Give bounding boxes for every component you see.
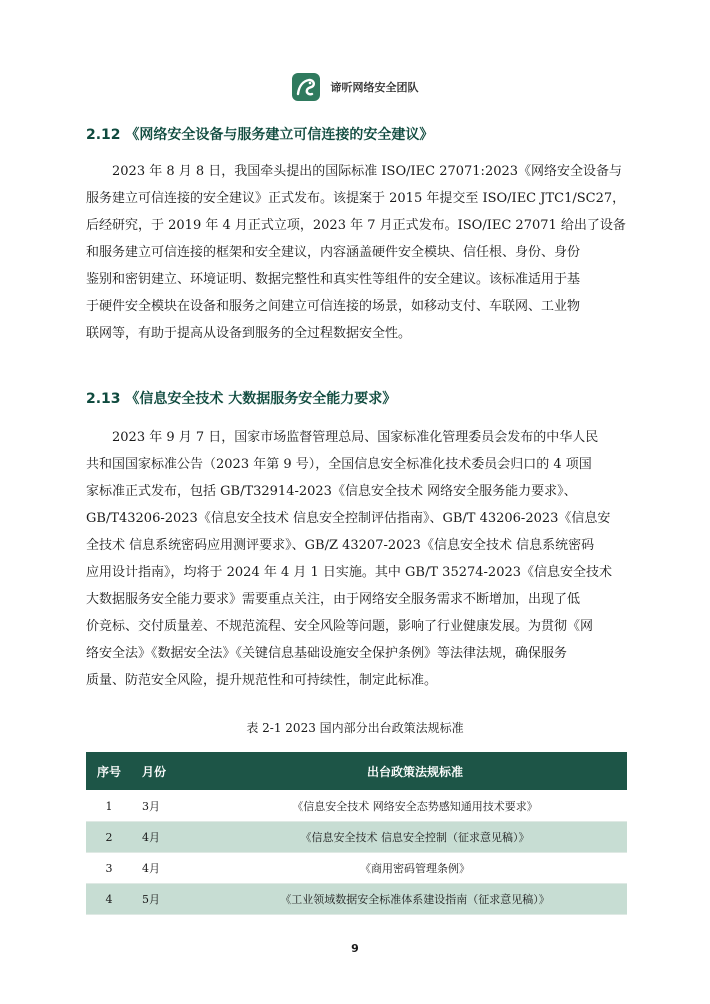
cell-index: 2 — [86, 822, 132, 853]
paragraph-line: 价竞标、交付质量差、不规范流程、安全风险等问题，影响了行业健康发展。为贯彻《网 — [86, 619, 594, 634]
paragraph-line: 服务建立可信连接的安全建议》正式发布。该提案于 2015 年提交至 ISO/IEC JTC1/SC27， — [86, 191, 626, 206]
table-header-row — [86, 752, 627, 791]
cell-index: 3 — [86, 853, 132, 884]
cell-month: 4月 — [132, 822, 203, 853]
page-header — [0, 72, 710, 102]
dragon-logo-icon — [291, 72, 321, 102]
cell-month: 4月 — [132, 853, 203, 884]
cell-month: 5月 — [132, 884, 203, 915]
column-header-standard: 出台政策法规标准 — [203, 752, 627, 791]
table-row — [86, 791, 627, 822]
paragraph-line: 和服务建立可信连接的框架和安全建议，内容涵盖硬件安全模块、信任根、身份、身份 — [86, 245, 581, 260]
column-header-month: 月份 — [132, 752, 203, 791]
cell-standard: 《商用密码管理条例》 — [203, 853, 627, 884]
paragraph-line: 于硬件安全模块在设备和服务之间建立可信连接的场景，如移动支付、车联网、工业物 — [86, 299, 581, 314]
cell-standard: 《信息安全技术 信息安全控制（征求意见稿）》 — [203, 822, 627, 853]
paragraph-line: 2023 年 8 月 8 日，我国牵头提出的国际标准 ISO/IEC 27071:2023《网络安全设备与 — [112, 164, 623, 179]
paragraph-line: 全技术 信息系统密码应用测评要求》、GB/Z 43207-2023《信息安全技术 信息系统密码 — [86, 538, 595, 553]
section-2-paragraph — [86, 424, 626, 694]
table-caption: 表 2-1 2023 国内部分出台政策法规标准 — [246, 721, 464, 735]
section-1-paragraph — [86, 158, 626, 347]
paragraph-line: 应用设计指南》，均将于 2024 年 4 月 1 日实施。其中 GB/T 35274-2023《信息安全技术 — [86, 565, 613, 580]
cell-standard: 《工业领域数据安全标准体系建设指南（征求意见稿）》 — [203, 884, 627, 915]
paragraph-line: 2023 年 9 月 7 日，国家市场监督管理总局、国家标准化管理委员会发布的中华人民 — [112, 430, 599, 445]
paragraph-line: 络安全法》《数据安全法》《关键信息基础设施安全保护条例》等法律法规，确保服务 — [86, 646, 568, 661]
paragraph-line: 大数据服务安全能力要求》需要重点关注，由于网络安全服务需求不断增加，出现了低 — [86, 592, 581, 607]
policy-table — [86, 752, 627, 915]
cell-index: 1 — [86, 791, 132, 822]
paragraph-line: 共和国国家标准公告（2023 年第 9 号），全国信息安全标准化技术委员会归口的 4 项国 — [86, 457, 592, 472]
team-name: 谛听网络安全团队 — [330, 81, 419, 94]
paragraph-line: GB/T43206-2023《信息安全技术 信息安全控制评估指南》、GB/T 43206-2023《信息安 — [86, 511, 611, 526]
table-row — [86, 822, 627, 853]
paragraph-line: 后经研究，于 2019 年 4 月正式立项，2023 年 7 月正式发布。ISO/IEC 27071 给出了设备 — [86, 218, 626, 233]
table-row — [86, 853, 627, 884]
column-header-index: 序号 — [86, 752, 132, 791]
paragraph-line: 家标准正式发布，包括 GB/T32914-2023《信息安全技术 网络安全服务能力要求》、 — [86, 484, 577, 499]
cell-index: 4 — [86, 884, 132, 915]
paragraph-line: 联网等，有助于提高从设备到服务的全过程数据安全性。 — [86, 326, 412, 341]
paragraph-line: 质量、防范安全风险，提升规范性和可持续性，制定此标准。 — [86, 673, 438, 688]
section-heading-2-12: 2.12 《网络安全设备与服务建立可信连接的安全建议》 — [86, 127, 434, 143]
cell-month: 3月 — [132, 791, 203, 822]
paragraph-line: 鉴别和密钥建立、环境证明、数据完整性和真实性等组件的安全建议。该标准适用于基 — [86, 272, 581, 287]
section-heading-2-13: 2.13 《信息安全技术 大数据服务安全能力要求》 — [86, 391, 397, 407]
page-number: 9 — [351, 942, 359, 955]
cell-standard: 《信息安全技术 网络安全态势感知通用技术要求》 — [203, 791, 627, 822]
table-row — [86, 884, 627, 915]
